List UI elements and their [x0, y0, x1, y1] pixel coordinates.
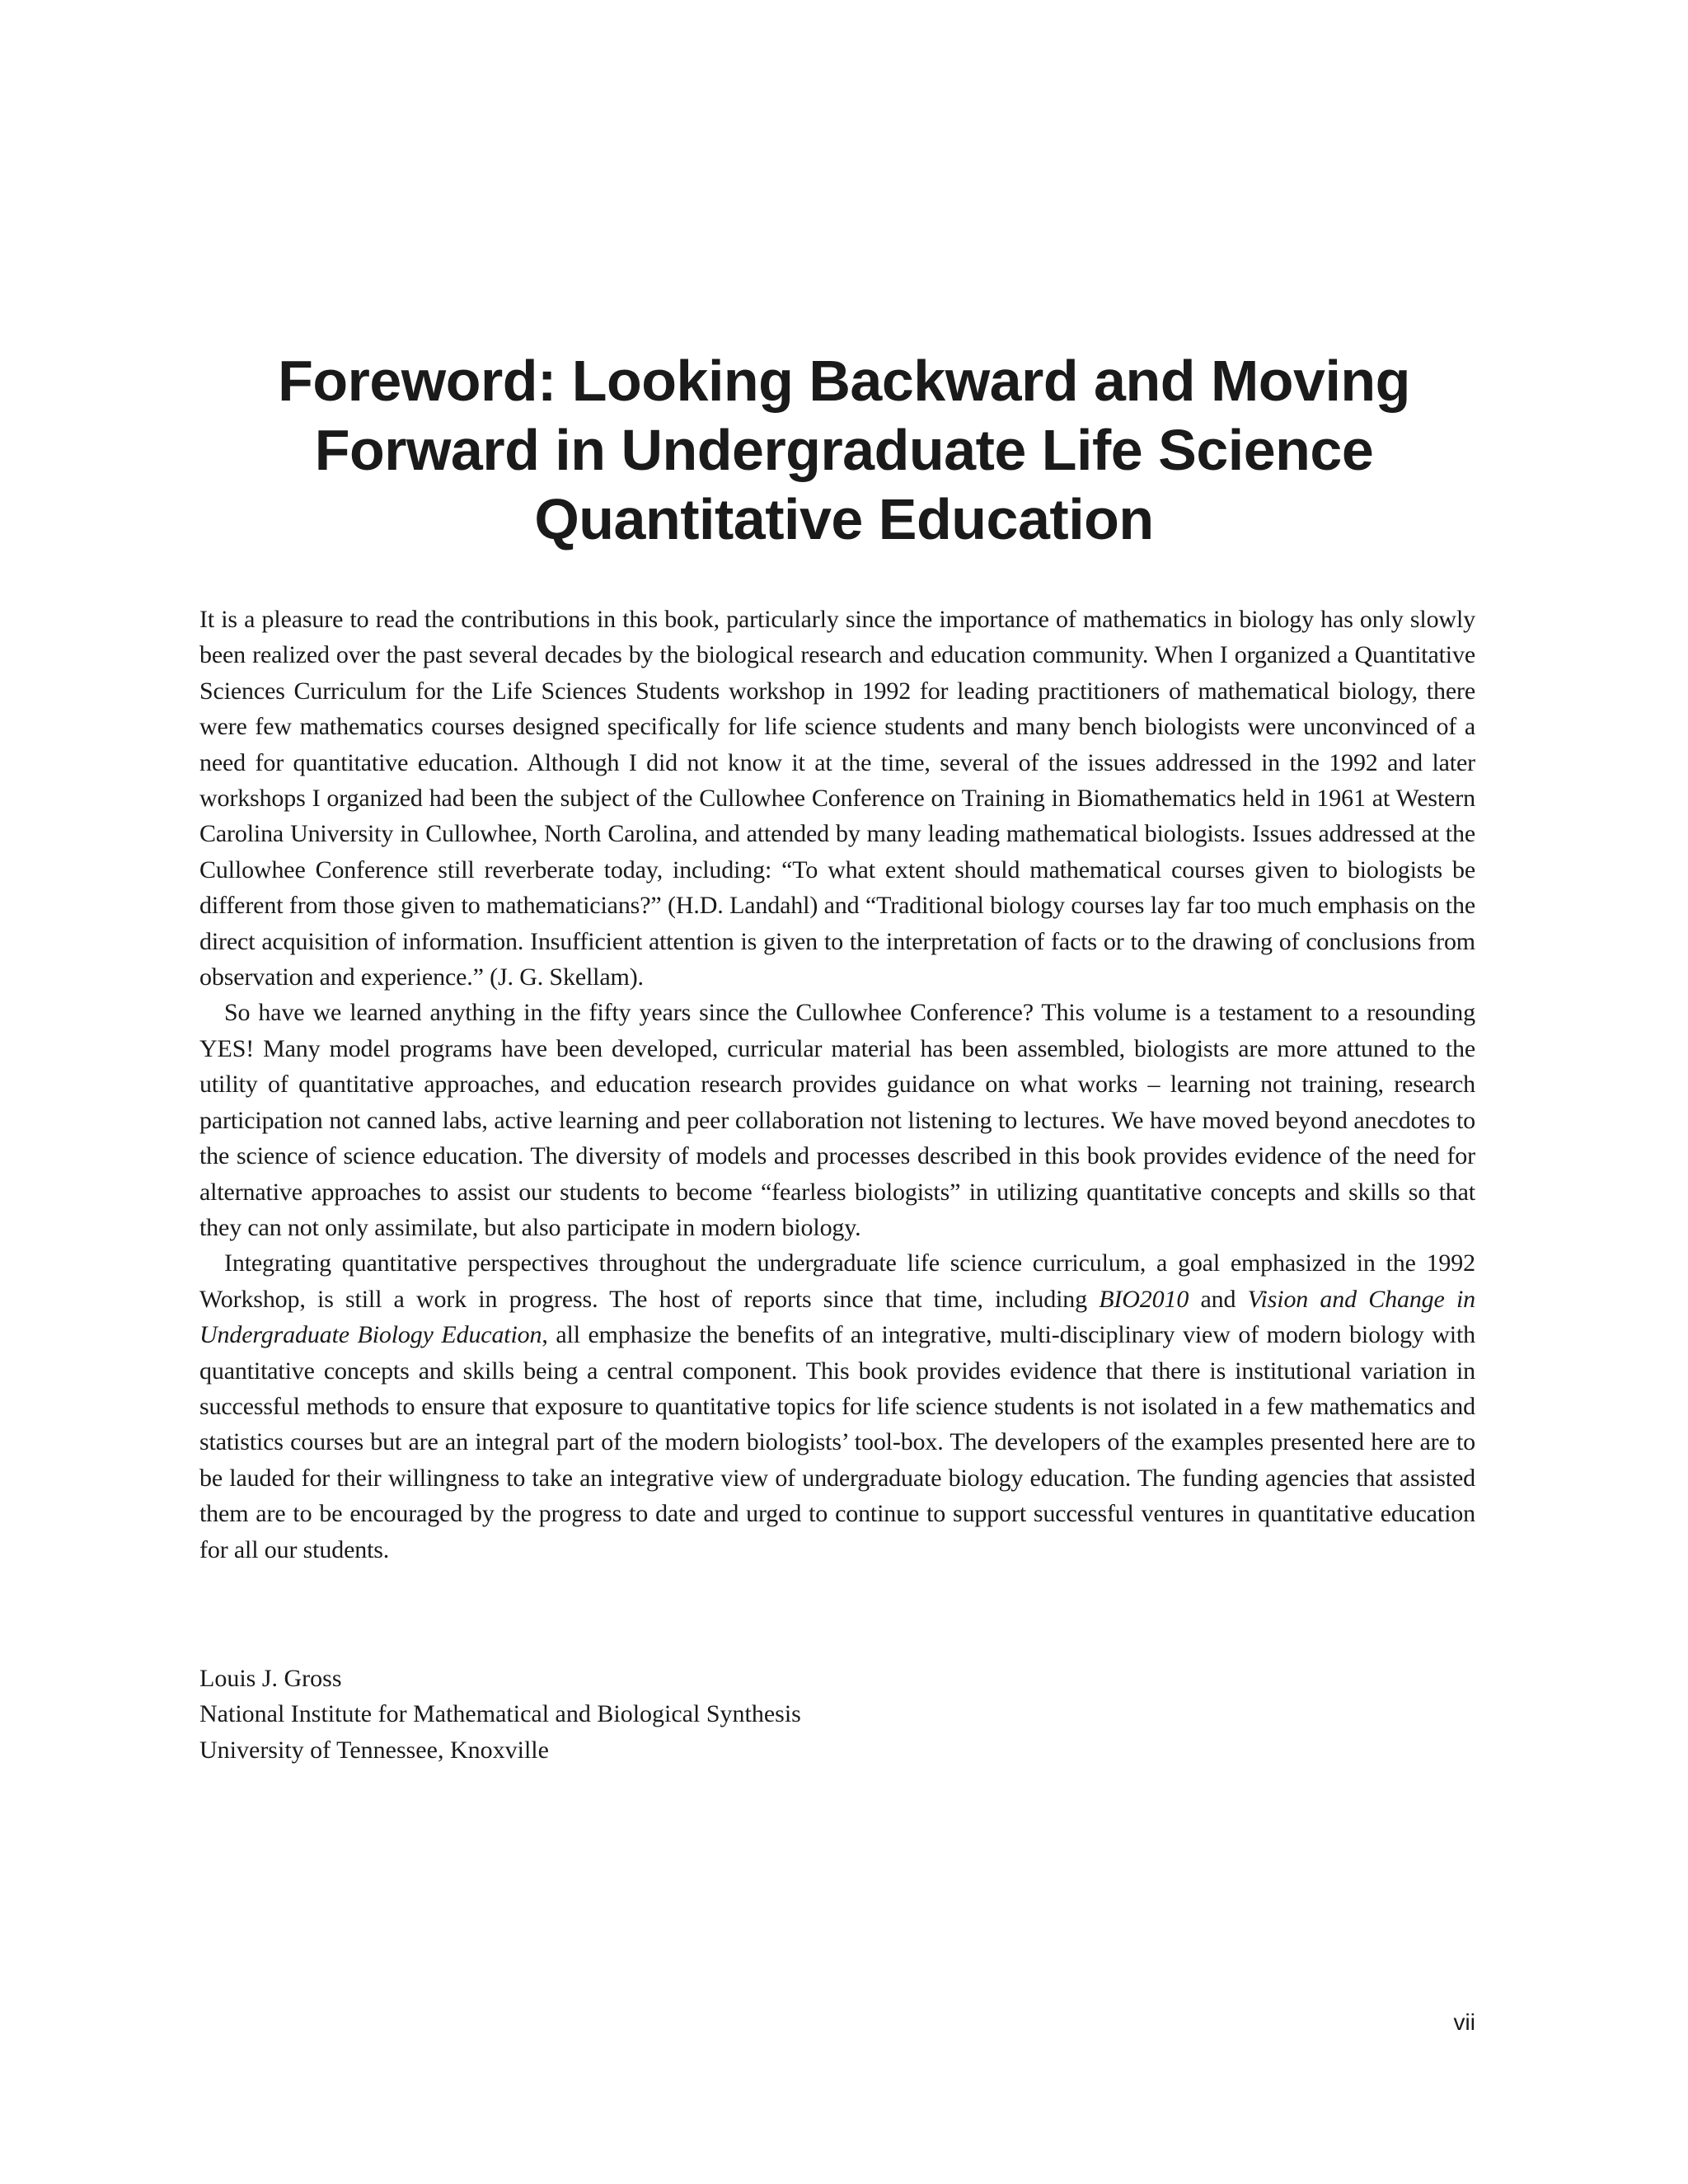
- author-affiliation-institute: National Institute for Mathematical and Biological Synthesis: [199, 1700, 801, 1728]
- report-title-bio2010: BIO2010: [1099, 1285, 1189, 1313]
- title-line-2: Forward in Undergraduate Life Science: [314, 418, 1374, 482]
- title-line-3: Quantitative Education: [534, 487, 1154, 551]
- title-line-1: Foreword: Looking Backward and Moving: [278, 349, 1410, 413]
- author-signature-block: [199, 1661, 1475, 1768]
- paragraph-3-text-b: and: [1189, 1285, 1248, 1313]
- page-title: [198, 346, 1490, 554]
- author-name: Louis J. Gross: [199, 1665, 342, 1692]
- foreword-body: [199, 602, 1475, 1568]
- paragraph-2: So have we learned anything in the fifty years since the Cullowhee Conference? This volume is a testament to a resounding YES! Many model programs have been developed, curricular material has been assembled, biologists are more attuned to the utility of quantitative approaches, and education research provides guidance on what works – learning not training, research participation not canned labs, active learning and peer collaboration not listening to lectures. We have moved beyond anecdotes to the science of science education. The diversity of models and processes described in this book provides evidence of the need for alternative approaches to assist our students to become “fearless biologists” in utilizing quantitative concepts and skills so that they can not only assimilate, but also participate in modern biology.: [199, 999, 1475, 1241]
- paragraph-3-text-c: , all emphasize the benefits of an integrative, multi-disciplinary view of modern biology with quantitative concepts and skills being a central component. This book provides evidence that there is institutional variation in successful methods to ensure that exposure to quantitative topics for life science students is not isolated in a few mathematics and statistics courses but are an integral part of the modern biologists’ tool-box. The developers of the examples presented here are to be lauded for their willingness to take an integrative view of undergraduate biology education. The funding agencies that assisted them are to be encouraged by the progress to date and urged to continue to support successful ventures in quantitative education for all our students.: [199, 1321, 1476, 1563]
- paragraph-1: It is a pleasure to read the contributions in this book, particularly since the importance of mathematics in biology has only slowly been realized over the past several decades by the biological research and education community. When I organized a Quantitative Sciences Curriculum for the Life Sciences Students workshop in 1992 for leading practitioners of mathematical biology, there were few mathematics courses designed specifically for life science students and many bench biologists were unconvinced of a need for quantitative education. Although I did not know it at the time, several of the issues addressed in the 1992 and later workshops I organized had been the subject of the Cullowhee Conference on Training in Biomathematics held in 1961 at Western Carolina University in Cullowhee, North Carolina, and attended by many leading mathematical biologists. Issues addressed at the Cullowhee Conference still reverberate today, including: “To what extent should mathematical courses given to biologists be different from those given to mathematicians?” (H.D. Landahl) and “Traditional biology courses lay far too much emphasis on the direct acquisition of information. Insufficient attention is given to the interpretation of facts or to the drawing of conclusions from observation and experience.” (J. G. Skellam).: [199, 606, 1475, 991]
- paragraph-3: [199, 1245, 1475, 1568]
- paragraph-3-text-a: Integrating quantitative perspectives throughout the undergraduate life science curriculum, a goal emphasized in the 1992 Workshop, is still a work in progress. The host of reports since that time, including: [199, 1249, 1475, 1313]
- page-number: vii: [1453, 2009, 1475, 2035]
- report-title-vision-and-change: Vision and Change in Undergraduate Biology Education: [199, 1285, 1475, 1349]
- author-affiliation-university: University of Tennessee, Knoxville: [199, 1736, 549, 1764]
